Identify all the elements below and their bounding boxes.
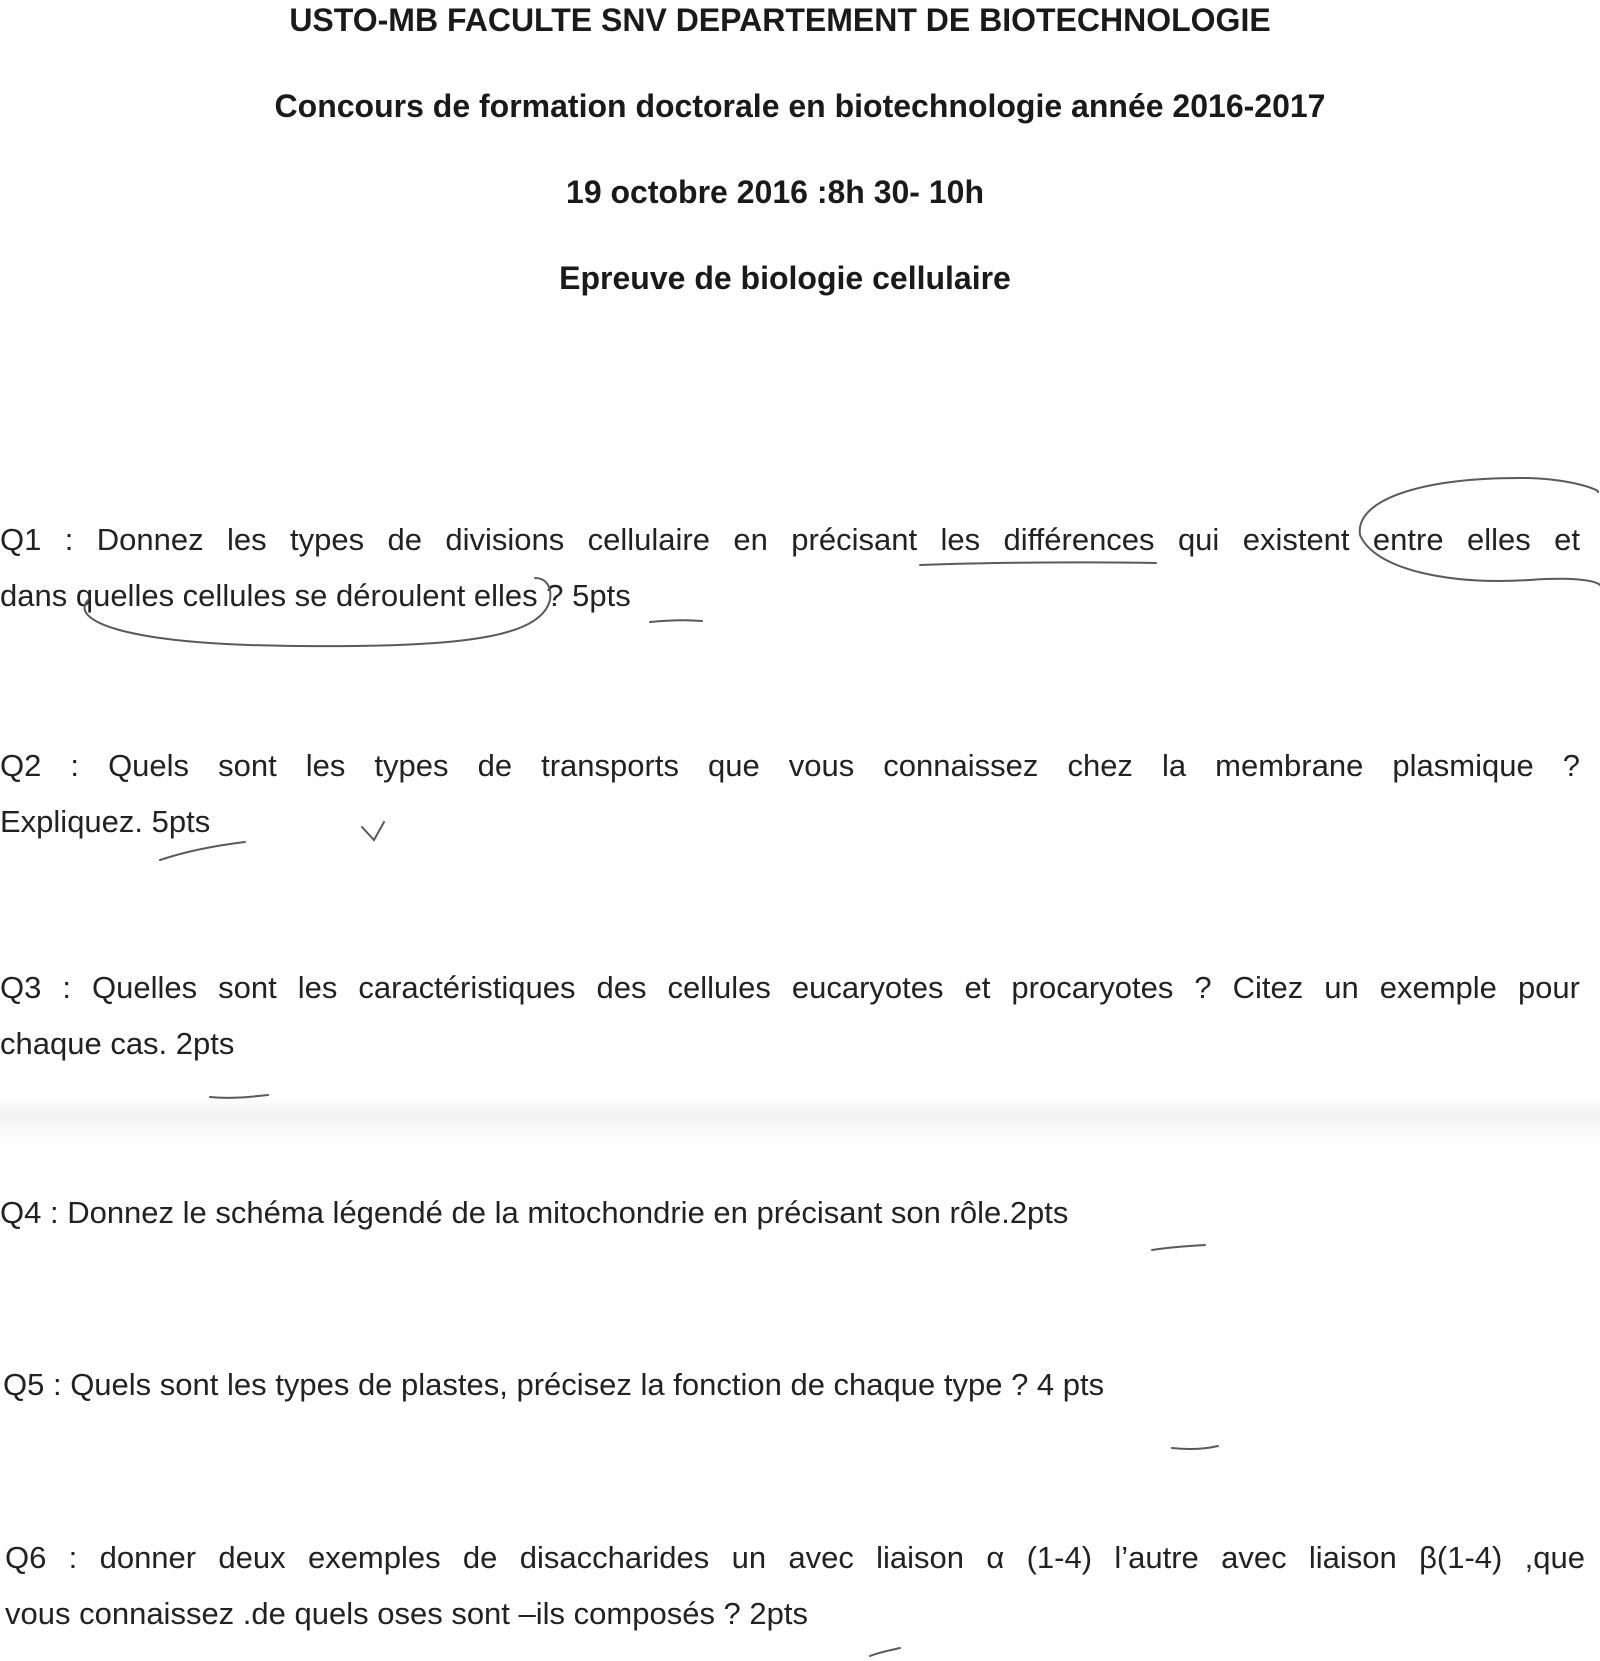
contest-heading: Concours de formation doctorale en biotechnologie année 2016-2017 xyxy=(274,88,1326,124)
exam-title: Epreuve de biologie cellulaire xyxy=(559,260,1011,296)
pencil-underline-4pts-q5 xyxy=(1172,1446,1218,1449)
question-3-line-1: Q3 : Quelles sont les caractéristiques des cellules eucaryotes et procaryotes ? Citez un exemple pour xyxy=(0,970,1580,1005)
question-2-line-1: Q2 : Quels sont les types de transports que vous connaissez chez la membrane plasmique ? xyxy=(0,748,1580,783)
question-4-line-1: Q4 : Donnez le schéma légendé de la mitochondrie en précisant son rôle.2pts xyxy=(0,1195,1069,1230)
question-6 xyxy=(5,1530,1585,1642)
question-2-line-2: Expliquez. 5pts xyxy=(0,804,211,839)
question-3-line-2: chaque cas. 2pts xyxy=(0,1026,235,1061)
scan-smudge xyxy=(0,1095,1600,1145)
question-1-line-1: Q1 : Donnez les types de divisions cellulaire en précisant les différences qui existent entre elles et xyxy=(0,522,1580,557)
question-6-line-2: vous connaissez .de quels oses sont –ils composés ? 2pts xyxy=(5,1596,809,1631)
question-1 xyxy=(0,512,1580,624)
question-2 xyxy=(0,738,1580,850)
pencil-mark-bottom xyxy=(870,1648,900,1656)
question-5 xyxy=(3,1357,1583,1413)
question-5-line-1: Q5 : Quels sont les types de plastes, précisez la fonction de chaque type ? 4 pts xyxy=(3,1367,1105,1402)
question-1-line-2: dans quelles cellules se déroulent elles ? 5pts xyxy=(0,578,631,613)
exam-datetime: 19 octobre 2016 :8h 30- 10h xyxy=(566,174,984,210)
question-4 xyxy=(0,1185,1580,1241)
question-6-line-1: Q6 : donner deux exemples de disaccharides un avec liaison α (1-4) l’autre avec liaison β(1-4) ,que xyxy=(5,1540,1585,1575)
question-3 xyxy=(0,960,1580,1072)
pencil-underline-2pts-q4 xyxy=(1152,1245,1205,1250)
institution-heading: USTO-MB FACULTE SNV DEPARTEMENT DE BIOTECHNOLOGIE xyxy=(289,2,1271,38)
